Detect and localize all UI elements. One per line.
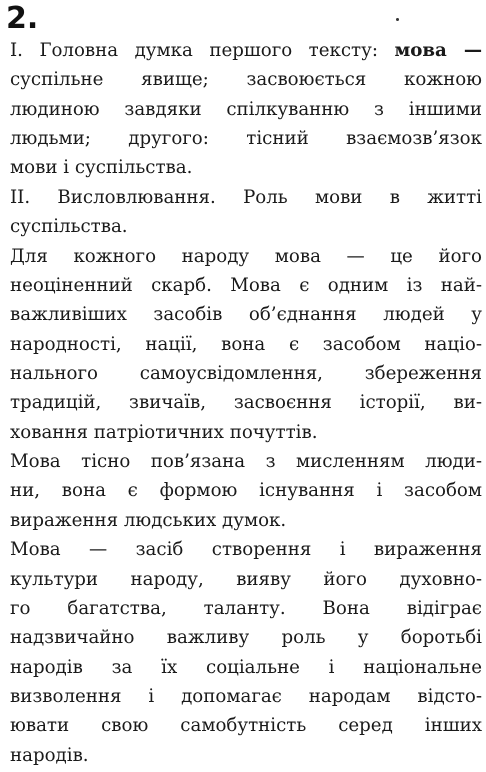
line-text: народів.	[10, 744, 89, 766]
line-text: Мова — засіб створення і вираження	[10, 539, 482, 561]
text-line-8	[10, 242, 482, 271]
line-text: I. Головна думка першого тексту:	[10, 40, 395, 61]
line-text: Мова тісно пов’язана з мисленням люди-	[10, 451, 482, 472]
line-text: традицій, звичаїв, засвоєння історії, ви-	[10, 392, 482, 414]
text-line-20	[10, 594, 482, 623]
text-line-7	[10, 212, 482, 241]
text-line-23	[10, 682, 482, 711]
line-text: Для кожного народу мова — це його	[10, 245, 482, 267]
text-line-25	[10, 741, 482, 770]
line-text: ювати свою самобутність серед інших	[10, 715, 482, 737]
line-text: визволення і допомагає народам відсто-	[10, 685, 482, 707]
text-line-24	[10, 711, 482, 740]
line-text: неоціненний скарб. Мова є одним із най-	[10, 274, 482, 296]
text-line-16	[10, 476, 482, 505]
line-text: мови і суспільства.	[10, 157, 193, 179]
line-bold-text: мова —	[394, 40, 482, 61]
text-line-12	[10, 359, 482, 388]
line-text: суспільства.	[10, 216, 128, 238]
line-text: культури народу, вияву його духовно-	[10, 568, 482, 590]
line-text: народів за їх соціальне і національне	[10, 656, 482, 678]
line-text: надзвичайно важливу роль у боротьбі	[10, 627, 482, 649]
line-text: суспільне явище; засвоюється кожною	[10, 69, 482, 91]
text-line-11	[10, 330, 482, 359]
text-line-2	[10, 65, 482, 94]
text-line-1	[10, 36, 482, 65]
text-line-17	[10, 506, 482, 535]
text-line-21	[10, 623, 482, 652]
text-line-13	[10, 388, 482, 417]
line-text: людьми; другого:	[10, 128, 247, 150]
text-line-6	[10, 183, 482, 212]
text-line-22	[10, 653, 482, 682]
text-line-14	[10, 418, 482, 447]
line-text: народності, нації, вона є засобом націо-	[10, 333, 482, 355]
text-line-19	[10, 565, 482, 594]
line-text: ховання патріотичних почуттів.	[10, 421, 318, 443]
text-line-10	[10, 300, 482, 329]
text-line-9	[10, 271, 482, 300]
line-text: вираження людських думок.	[10, 509, 287, 531]
line-text: ни, вона є формою існування і засобом	[10, 480, 482, 502]
line-text: тісний взаємозв’язок	[246, 128, 482, 150]
text-line-15	[10, 447, 482, 476]
text-line-4	[10, 124, 482, 153]
exercise-number: 2.	[6, 1, 39, 36]
line-text: важливіших засобів об’єднання людей у	[10, 304, 482, 326]
text-line-5	[10, 153, 482, 182]
text-line-3	[10, 95, 482, 124]
page-speck	[396, 18, 399, 21]
text-line-18	[10, 535, 482, 564]
line-text: нального самоусвідомлення, збереження	[10, 363, 482, 384]
line-text: II. Висловлювання. Роль мови в житті	[10, 186, 482, 208]
line-text: го багатства, таланту. Вона відіграє	[10, 597, 482, 619]
line-text: людиною завдяки спілкуванню з іншими	[10, 98, 482, 120]
